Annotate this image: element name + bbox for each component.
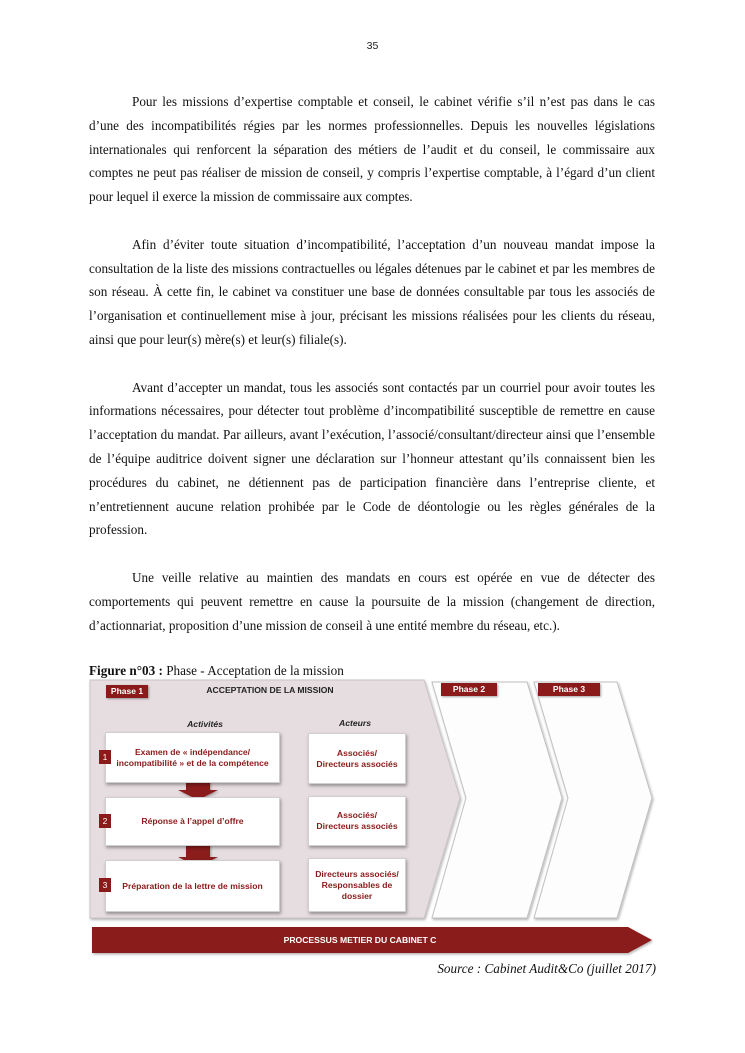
activity-box-1: Examen de « indépendance/ incompatibilité » et de la compétence — [105, 732, 280, 783]
paragraph-3: Avant d’accepter un mandat, tous les associés sont contactés par un courriel pour avoir toutes les informations nécessaires, pour détecter tout problème d’incompatibilité susceptible de remettre en cause l’acceptation du mandat. Par ailleurs, avant l’exécution, l’associé/consultant/directeur ainsi que l’ensemble de l’équipe auditrice doivent signer une déclaration sur l’honneur attestant qu’ils connaissent bien les procédures du cabinet, ne détiennent pas de participation financière dans l’entreprise cliente, et n’entretiennent aucune relation prohibée par le Code de déontologie ou les règles générales de la profession. — [89, 379, 655, 538]
actor-box-2: Associés/ Directeurs associés — [308, 796, 406, 846]
phase1-title: ACCEPTATION DE LA MISSION — [206, 685, 334, 695]
step-number-1: 1 — [99, 750, 111, 764]
page-number: 35 — [366, 40, 379, 52]
activity-box-2: Réponse à l’appel d’offre — [105, 797, 280, 846]
step-number-3: 3 — [99, 878, 111, 892]
phase2-tab: Phase 2 — [441, 683, 497, 696]
figure-title: Phase - Acceptation de la mission — [166, 663, 344, 678]
paragraph-1: Pour les missions d’expertise comptable et conseil, le cabinet vérifie s’il n’est pas dans le cas d’une des incompatibilités régies par les normes professionnelles. Depuis les nouvelles législations internationales qui renforcent la séparation des métiers de l’audit et du conseil, le commissaire aux comptes ne peut pas réaliser de mission de conseil, y compris l’expertise comptable, à l’égard d’un client pour lequel il exerce la mission de commissaire aux comptes. — [89, 94, 655, 205]
actors-header: Acteurs — [339, 718, 371, 728]
process-label: PROCESSUS METIER DU CABINET C — [283, 935, 437, 945]
activities-header: Activités — [187, 719, 223, 729]
actor-box-1: Associés/ Directeurs associés — [308, 733, 406, 784]
figure-source: Source : Cabinet Audit&Co (juillet 2017) — [437, 961, 656, 976]
phase3-tab: Phase 3 — [538, 683, 600, 696]
paragraph-4: Une veille relative au maintien des mandats en cours est opérée en vue de détecter des comportements qui peuvent remettre en cause la poursuite de la mission (changement de direction, d’actionnariat, proposition d’une mission de conseil à une entité membre du réseau, etc.). — [89, 569, 655, 633]
phase1-tab: Phase 1 — [106, 685, 148, 698]
activity-box-3: Préparation de la lettre de mission — [105, 860, 280, 912]
paragraph-2: Afin d’éviter toute situation d’incompatibilité, l’acceptation d’un nouveau mandat impose la consultation de la liste des missions contractuelles ou légales détenues par le cabinet et par les membres de son réseau. À cette fin, le cabinet va constituer une base de données consultable par tous les associés de l’organisation et continuellement mise à jour, précisant les missions réalisées pour les clients du réseau, ainsi que pour leur(s) mère(s) et leur(s) filiale(s). — [89, 236, 655, 347]
step-number-2: 2 — [99, 814, 111, 828]
actor-box-3: Directeurs associés/ Responsables de dossier — [308, 858, 406, 912]
figure-label: Figure n°03 : — [89, 663, 163, 678]
